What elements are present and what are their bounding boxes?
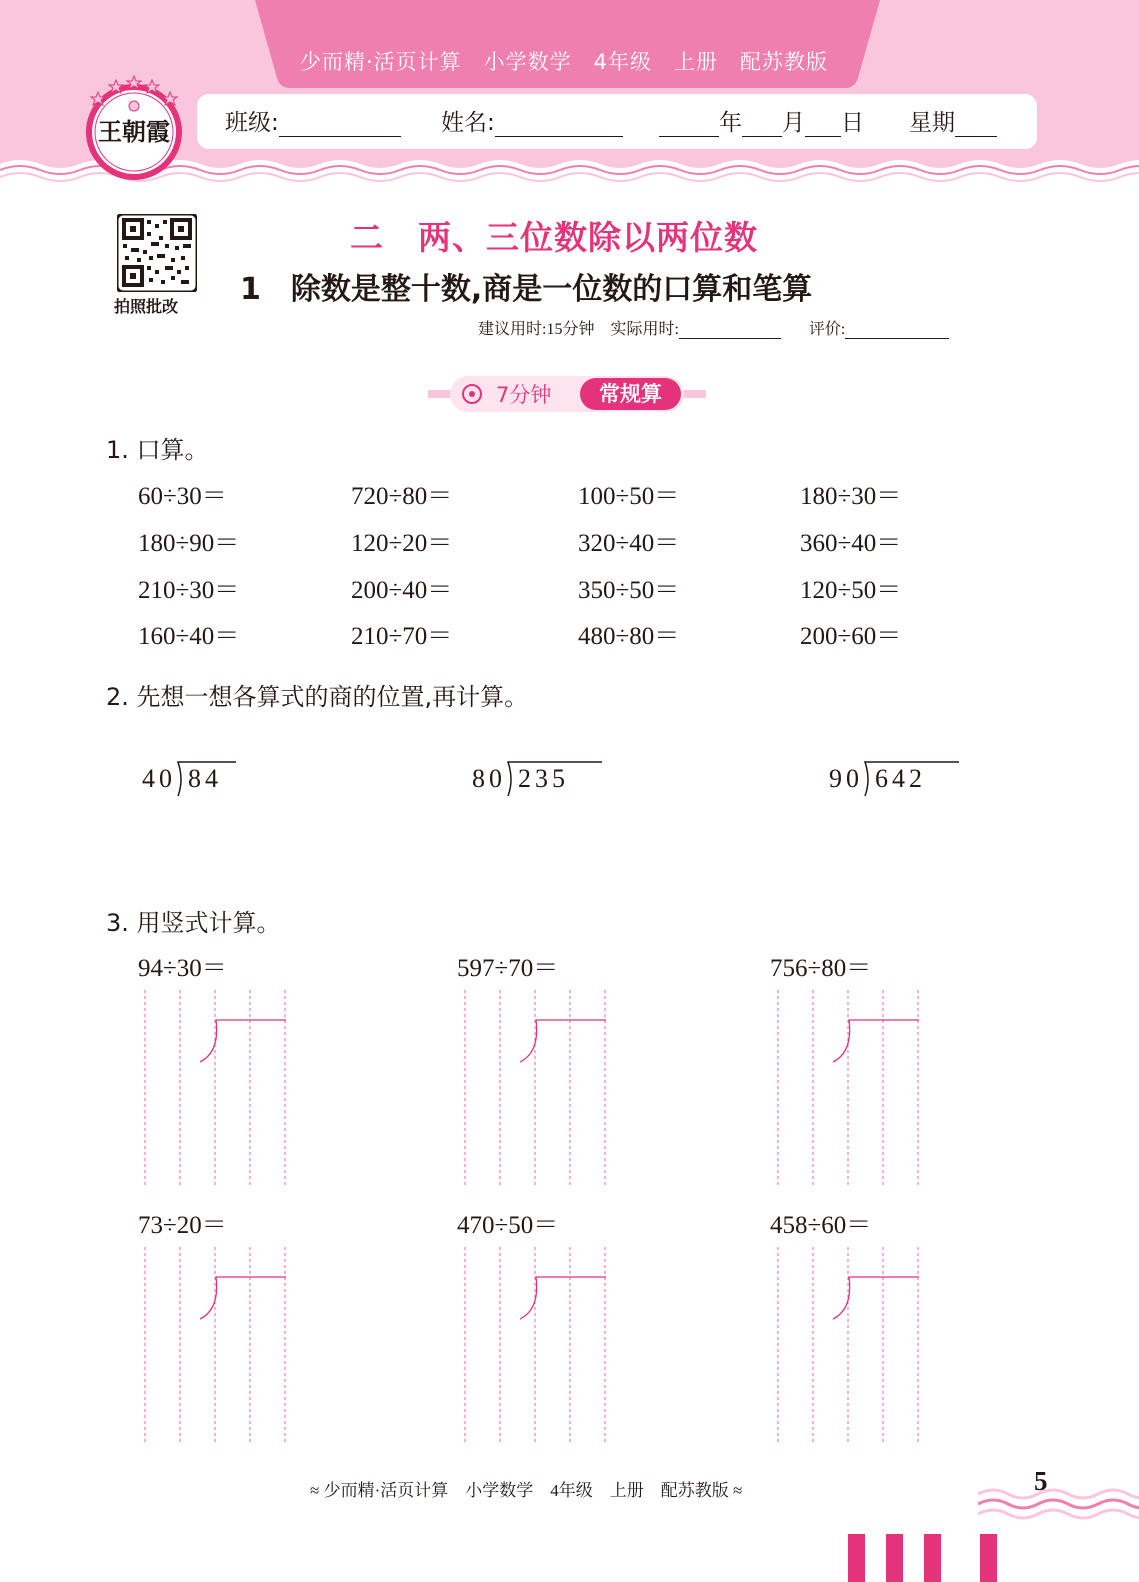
work-grid[interactable] <box>140 990 330 1190</box>
page-number: 5 <box>1034 1466 1048 1496</box>
q3-title: 3. 用竖式计算。 <box>106 909 281 937</box>
q2-divisor: 40 <box>142 764 176 793</box>
footer-bar <box>980 1534 997 1582</box>
work-grid[interactable] <box>773 1247 963 1447</box>
q1-item: 210÷70＝ <box>351 623 453 650</box>
q2-title: 2. 先想一想各算式的商的位置,再计算。 <box>106 683 529 711</box>
division-bracket <box>833 1020 919 1062</box>
q1-item: 720÷80＝ <box>351 483 453 510</box>
q1-item: 120÷20＝ <box>351 530 453 557</box>
division-bracket <box>520 1020 606 1062</box>
q2-dividend: 84 <box>188 764 222 793</box>
q1-item: 200÷40＝ <box>351 577 453 604</box>
division-bracket <box>200 1277 286 1319</box>
q1-item: 360÷40＝ <box>800 530 902 557</box>
month-label: 月 <box>782 110 805 136</box>
q1-item: 480÷80＝ <box>578 623 680 650</box>
day-blank[interactable] <box>805 114 841 137</box>
q1-item: 210÷30＝ <box>138 577 240 604</box>
chapter-title: 二 两、三位数除以两位数 <box>350 218 758 257</box>
footer-decoration <box>978 1484 1139 1582</box>
month-blank[interactable] <box>742 114 782 137</box>
brand-logo <box>78 70 190 182</box>
q1-item: 180÷90＝ <box>138 530 240 557</box>
q1-title: 1. 口算。 <box>106 436 209 464</box>
footer-bar <box>886 1534 903 1582</box>
class-field[interactable] <box>225 104 401 137</box>
lesson-title: 1 除数是整十数,商是一位数的口算和笔算 <box>240 272 813 307</box>
name-blank[interactable] <box>495 114 623 137</box>
work-grid[interactable] <box>460 1247 650 1447</box>
series-tab-text: 少而精·活页计算 小学数学 4年级 上册 配苏教版 <box>300 50 829 74</box>
weekday-label: 星期 <box>909 110 955 136</box>
timer-text: 7分钟 <box>496 383 552 407</box>
q1-item: 60÷30＝ <box>138 483 227 510</box>
q1-item: 100÷50＝ <box>578 483 680 510</box>
actual-time-label: 实际用时: <box>610 321 679 338</box>
q3-problem: 470÷50＝ <box>457 1212 559 1239</box>
work-grid[interactable] <box>460 990 650 1190</box>
q1-item: 350÷50＝ <box>578 577 680 604</box>
year-label: 年 <box>719 110 742 136</box>
name-label: 姓名: <box>441 110 495 136</box>
category-tag: 常规算 <box>580 378 681 410</box>
q3-problem: 73÷20＝ <box>138 1212 227 1239</box>
name-field[interactable] <box>441 104 623 137</box>
q1-item: 120÷50＝ <box>800 577 902 604</box>
division-bracket <box>200 1020 286 1062</box>
footer-bar <box>848 1534 865 1582</box>
time-row <box>478 316 949 339</box>
qr-code[interactable] <box>117 214 197 292</box>
q2-divisor: 90 <box>829 764 863 793</box>
weekday-blank[interactable] <box>955 114 997 137</box>
weekday-field[interactable] <box>909 104 997 137</box>
work-grid[interactable] <box>140 1247 330 1447</box>
q1-item: 200÷60＝ <box>800 623 902 650</box>
division-bracket <box>833 1277 919 1319</box>
q3-problem: 94÷30＝ <box>138 955 227 982</box>
q3-problem: 458÷60＝ <box>770 1212 872 1239</box>
day-label: 日 <box>841 110 864 136</box>
q1-item: 160÷40＝ <box>138 623 240 650</box>
q1-item: 320÷40＝ <box>578 530 680 557</box>
class-label: 班级: <box>225 110 279 136</box>
q3-problem: 756÷80＝ <box>770 955 872 982</box>
actual-time-blank[interactable] <box>679 322 781 339</box>
footer-text: ≈ 少而精·活页计算 小学数学 4年级 上册 配苏教版 ≈ <box>310 1481 743 1500</box>
q2-divisor: 80 <box>472 764 506 793</box>
footer-bar <box>924 1534 941 1582</box>
suggested-time: 建议用时:15分钟 <box>478 321 595 338</box>
year-blank[interactable] <box>659 114 719 137</box>
work-grid[interactable] <box>773 990 963 1190</box>
date-field[interactable] <box>659 104 864 137</box>
q1-item: 180÷30＝ <box>800 483 902 510</box>
rating-label: 评价: <box>808 321 846 338</box>
class-blank[interactable] <box>279 114 401 137</box>
q3-problem: 597÷70＝ <box>457 955 559 982</box>
qr-label: 拍照批改 <box>114 297 179 316</box>
division-bracket <box>520 1277 606 1319</box>
logo-text: 王朝霞 <box>98 120 170 146</box>
q2-dividend: 235 <box>518 764 569 793</box>
rating-blank[interactable] <box>845 322 949 339</box>
q2-dividend: 642 <box>875 764 926 793</box>
